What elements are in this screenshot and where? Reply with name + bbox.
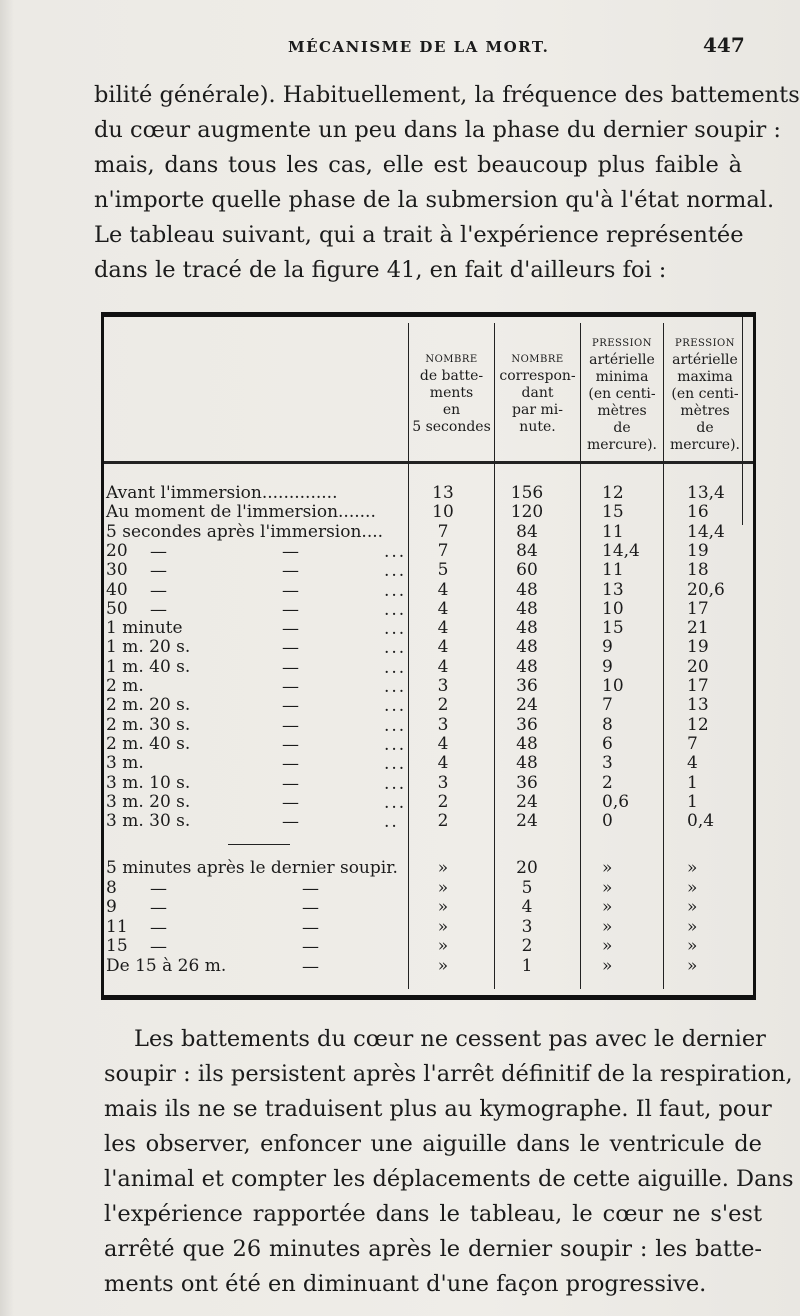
- table-cell: 14,4: [687, 521, 725, 542]
- table-cell: 4: [437, 598, 449, 619]
- ditto-dash: —: [282, 696, 299, 717]
- ditto-dash: —: [282, 754, 299, 775]
- header-beats-minute: NOMBRE correspon- dant par mi- nute.: [499, 354, 576, 435]
- table-cell: 4: [437, 579, 449, 600]
- ditto-dash: —: [302, 878, 319, 899]
- ditto-dash: —: [282, 638, 299, 659]
- leader-dots: ...: [384, 754, 407, 775]
- text-line: l'animal et compter les déplacements de cette aiguille. Dans: [104, 1166, 794, 1192]
- text-line: les observer, enfoncer une aiguille dans le ventricule de: [104, 1131, 762, 1157]
- text-line: arrêté que 26 minutes après le dernier soupir : les batte-: [104, 1236, 762, 1262]
- table-cell: 36: [516, 714, 538, 735]
- ditto-dash: —: [150, 917, 167, 938]
- leader-dots: ...: [384, 696, 407, 717]
- table-cell: 21: [687, 618, 709, 639]
- row-label: 1 minute: [106, 618, 183, 639]
- ditto-dash: —: [302, 917, 319, 938]
- text-line: mais ils ne se traduisent plus au kymographe. Il faut, pour: [104, 1096, 772, 1122]
- row-label: 5 minutes après le dernier soupir.: [106, 858, 398, 878]
- paragraph-intro: [94, 78, 800, 288]
- table-cell: 48: [516, 579, 538, 600]
- leader-dots: ...: [384, 561, 407, 582]
- text-line: l'expérience rapportée dans le tableau, le cœur ne s'est: [104, 1201, 762, 1227]
- ditto-dash: —: [282, 715, 299, 736]
- table-cell: 1: [687, 772, 698, 793]
- text-line: soupir : ils persistent après l'arrêt définitif de la respiration,: [104, 1061, 793, 1087]
- row-label: 3 m. 30 s.: [106, 811, 191, 832]
- table-cell: »: [602, 916, 613, 937]
- leader-dots: ...: [384, 619, 407, 640]
- ditto-dash: —: [150, 599, 167, 620]
- table-cell: 36: [516, 676, 538, 696]
- table-cell: 24: [516, 811, 538, 832]
- table-cell: 0,6: [602, 791, 630, 812]
- table-cell: 18: [687, 560, 709, 581]
- text-line: Le tableau suivant, qui a trait à l'expérience représentée: [94, 222, 744, 248]
- row-label: De 15 à 26 m.: [106, 955, 227, 976]
- table-cell: 2: [437, 811, 449, 832]
- table-cell: 17: [687, 676, 709, 696]
- table-cell: 48: [516, 733, 538, 754]
- table-cell: 0: [602, 811, 613, 832]
- table-cell: 17: [687, 598, 709, 619]
- section-separator: [228, 844, 290, 845]
- table-cell: »: [602, 877, 613, 898]
- text-line: Les battements du cœur ne cessent pas avec le dernier: [134, 1026, 766, 1052]
- row-label: 9: [106, 897, 117, 917]
- row-label: 11: [106, 916, 128, 937]
- paragraph-conclusion: [104, 1022, 794, 1302]
- row-label: 2 m. 40 s.: [106, 733, 191, 754]
- table-cell: »: [437, 877, 449, 898]
- table-cell: 7: [687, 733, 698, 754]
- table-cell: 10: [602, 598, 624, 619]
- table-cell: 60: [516, 560, 538, 581]
- row-label: 15: [106, 936, 128, 956]
- text-line: du cœur augmente un peu dans la phase du dernier soupir :: [94, 117, 781, 143]
- leader-dots: ...: [384, 580, 407, 601]
- row-label: 40: [106, 579, 128, 600]
- table-cell: 9: [602, 656, 613, 677]
- ditto-dash: —: [282, 773, 299, 794]
- page-number: 447: [703, 33, 745, 57]
- table-cell: 19: [687, 540, 709, 561]
- row-label: 50: [106, 598, 128, 619]
- table-cell: 19: [687, 637, 709, 658]
- table-cell: 5: [437, 560, 449, 581]
- table-cell: 3: [437, 772, 449, 793]
- table-cell: 4: [437, 733, 449, 754]
- header-beats-5s: NOMBRE de batte- ments en 5 secondes: [412, 354, 491, 435]
- table-cell: 84: [516, 540, 538, 561]
- leader-dots: ...: [384, 638, 407, 659]
- ditto-dash: —: [282, 561, 299, 582]
- table-cell: 8: [602, 714, 613, 735]
- ditto-dash: —: [282, 541, 299, 562]
- table-cell: 2: [437, 695, 449, 716]
- leader-dots: ...: [384, 677, 407, 697]
- row-label: 1 m. 20 s.: [106, 637, 191, 658]
- row-label: 20: [106, 540, 128, 561]
- table-cell: 7: [437, 521, 449, 542]
- table-cell: 156: [510, 483, 544, 503]
- text-line: bilité générale). Habituellement, la fréquence des battements: [94, 82, 800, 108]
- table-cell: 13: [602, 579, 624, 600]
- text-line: n'importe quelle phase de la submersion qu'à l'état normal.: [94, 187, 775, 213]
- ditto-dash: —: [282, 677, 299, 697]
- table-cell: 10: [602, 676, 624, 696]
- table-cell: 4: [437, 753, 449, 774]
- leader-dots: ...: [384, 599, 407, 620]
- table-cell: 7: [437, 540, 449, 561]
- table-cell: 20,6: [687, 579, 725, 600]
- row-label: 3 m.: [106, 753, 144, 774]
- table-cell: 2: [521, 936, 533, 956]
- table-cell: 4: [437, 656, 449, 677]
- running-title: MÉCANISME DE LA MORT.: [288, 38, 550, 56]
- row-label: 5 secondes après l'immersion....: [106, 521, 384, 542]
- row-label: 2 m.: [106, 676, 144, 696]
- table-cell: 48: [516, 656, 538, 677]
- text-line: dans le tracé de la figure 41, en fait d'ailleurs foi :: [94, 257, 667, 283]
- ditto-dash: —: [150, 898, 167, 918]
- table-cell: 12: [687, 714, 709, 735]
- table-cell: 3: [437, 676, 449, 696]
- table-cell: 3: [437, 714, 449, 735]
- table-cell: 2: [602, 772, 613, 793]
- table-cell: 13: [432, 483, 454, 503]
- table-cell: 1: [521, 955, 533, 976]
- text-line: ments ont été en diminuant d'une façon progressive.: [104, 1271, 707, 1297]
- ditto-dash: —: [150, 561, 167, 582]
- table-cell: 48: [516, 637, 538, 658]
- table-cell: 15: [602, 618, 624, 639]
- ditto-dash: —: [302, 898, 319, 918]
- table-cell: 6: [602, 733, 613, 754]
- header-rule: [104, 461, 753, 464]
- table-cell: 4: [437, 637, 449, 658]
- table-cell: 84: [516, 521, 538, 542]
- leader-dots: ...: [384, 715, 407, 736]
- leader-dots: ..: [384, 812, 399, 833]
- row-label: Avant l'immersion..............: [106, 483, 338, 503]
- table-cell: 3: [602, 753, 613, 774]
- table-cell: 14,4: [602, 540, 640, 561]
- ditto-dash: —: [282, 657, 299, 678]
- table-cell: »: [602, 858, 613, 878]
- table-cell: »: [437, 955, 449, 976]
- table-cell: 48: [516, 753, 538, 774]
- row-label: 1 m. 40 s.: [106, 656, 191, 677]
- table-cell: 24: [516, 791, 538, 812]
- table-cell: 13: [687, 695, 709, 716]
- table-cell: 48: [516, 618, 538, 639]
- table-cell: 2: [437, 791, 449, 812]
- data-table: [101, 312, 756, 1000]
- header-pressure-max: PRESSION artérielle maxima (en centi- mètres de mercure).: [670, 338, 740, 453]
- table-cell: 16: [687, 502, 709, 523]
- table-cell: »: [687, 936, 698, 956]
- row-label: 2 m. 20 s.: [106, 695, 191, 716]
- table-cell: »: [687, 858, 698, 878]
- table-cell: 3: [521, 916, 533, 937]
- row-label: 2 m. 30 s.: [106, 714, 191, 735]
- ditto-dash: —: [282, 580, 299, 601]
- table-cell: 24: [516, 695, 538, 716]
- row-label: 8: [106, 877, 117, 898]
- table-cell: »: [687, 877, 698, 898]
- table-cell: 48: [516, 598, 538, 619]
- table-cell: 36: [516, 772, 538, 793]
- table-cell: 4: [521, 897, 533, 917]
- table-cell: 11: [602, 521, 624, 542]
- table-cell: »: [437, 897, 449, 917]
- table-cell: 4: [437, 618, 449, 639]
- table-cell: »: [687, 916, 698, 937]
- row-label: 3 m. 20 s.: [106, 791, 191, 812]
- table-cell: »: [437, 916, 449, 937]
- table-cell: »: [437, 936, 449, 956]
- leader-dots: ...: [384, 541, 407, 562]
- table-cell: 13,4: [687, 483, 725, 503]
- table-cell: 0,4: [687, 811, 715, 832]
- table-cell: »: [602, 936, 613, 956]
- table-cell: »: [687, 897, 698, 917]
- table-cell: 10: [432, 502, 454, 523]
- table-cell: 120: [510, 502, 544, 523]
- ditto-dash: —: [282, 812, 299, 833]
- ditto-dash: —: [150, 878, 167, 899]
- ditto-dash: —: [282, 792, 299, 813]
- table-cell: 7: [602, 695, 613, 716]
- table-cell: 1: [687, 791, 698, 812]
- table-cell: »: [602, 897, 613, 917]
- table-cell: »: [437, 858, 449, 878]
- ditto-dash: —: [150, 937, 167, 957]
- ditto-dash: —: [282, 619, 299, 640]
- table-cell: 9: [602, 637, 613, 658]
- ditto-dash: —: [302, 937, 319, 957]
- leader-dots: ...: [384, 734, 407, 755]
- table-cell: »: [602, 955, 613, 976]
- ditto-dash: —: [150, 541, 167, 562]
- leader-dots: ...: [384, 773, 407, 794]
- table-cell: 20: [516, 858, 538, 878]
- row-label: 30: [106, 560, 128, 581]
- leader-dots: ...: [384, 792, 407, 813]
- ditto-dash: —: [282, 599, 299, 620]
- table-cell: 5: [521, 877, 533, 898]
- table-cell: 20: [687, 656, 709, 677]
- ditto-dash: —: [302, 956, 319, 977]
- text-line: mais, dans tous les cas, elle est beaucoup plus faible à: [94, 152, 742, 178]
- table-cell: 15: [602, 502, 624, 523]
- table-cell: »: [687, 955, 698, 976]
- header-pressure-min: PRESSION artérielle minima (en centi- mètres de mercure).: [587, 338, 657, 453]
- table-cell: 12: [602, 483, 624, 503]
- ditto-dash: —: [282, 734, 299, 755]
- leader-dots: ...: [384, 657, 407, 678]
- row-label: 3 m. 10 s.: [106, 772, 191, 793]
- table-cell: 11: [602, 560, 624, 581]
- row-label: Au moment de l'immersion.......: [106, 502, 376, 523]
- ditto-dash: —: [150, 580, 167, 601]
- table-cell: 4: [687, 753, 698, 774]
